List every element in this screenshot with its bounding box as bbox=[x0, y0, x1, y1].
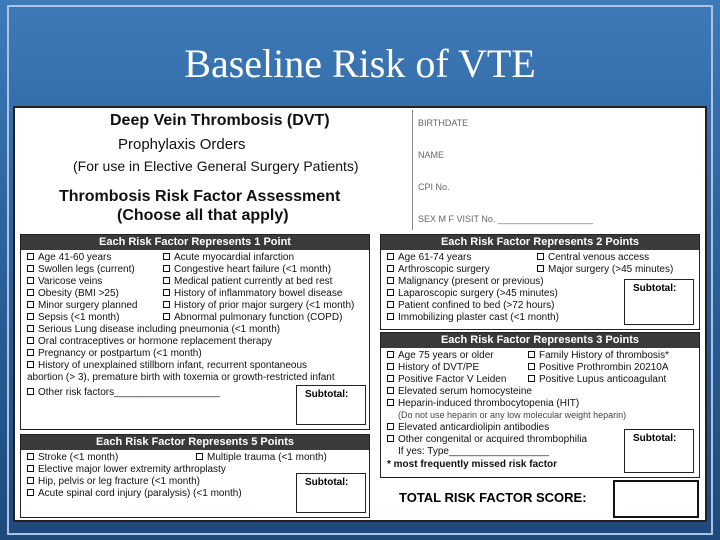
checkbox[interactable] bbox=[163, 277, 170, 284]
risk-item[interactable]: Pregnancy or postpartum (<1 month) bbox=[27, 348, 202, 359]
risk-item[interactable]: Other congenital or acquired thrombophilia bbox=[387, 434, 587, 445]
subtotal-label: Subtotal: bbox=[305, 389, 349, 400]
three-point-header: Each Risk Factor Represents 3 Points bbox=[381, 333, 699, 348]
total-score-box[interactable] bbox=[613, 480, 699, 518]
risk-item[interactable]: Age 61-74 years bbox=[387, 252, 471, 263]
risk-item[interactable]: Positive Prothrombin 20210A bbox=[528, 362, 669, 373]
risk-item[interactable]: Hip, pelvis or leg fracture (<1 month) bbox=[27, 476, 200, 487]
hit-note: (Do not use heparin or any low molecular weight heparin) bbox=[398, 410, 627, 420]
dvt-form bbox=[13, 106, 707, 522]
assessment-subtitle: (Choose all that apply) bbox=[117, 207, 289, 224]
checkbox[interactable] bbox=[27, 265, 34, 272]
slide-title: Baseline Risk of VTE bbox=[184, 41, 536, 86]
risk-item[interactable]: Major surgery (>45 minutes) bbox=[537, 264, 673, 275]
name-label: NAME bbox=[418, 150, 445, 160]
checkbox[interactable] bbox=[163, 265, 170, 272]
checkbox[interactable] bbox=[528, 351, 535, 358]
risk-item[interactable]: Swollen legs (current) bbox=[27, 264, 135, 275]
sex-visit-label: SEX M F VISIT No. ___________________ bbox=[418, 214, 593, 224]
checkbox[interactable] bbox=[387, 375, 394, 382]
risk-item[interactable]: Positive Lupus anticoagulant bbox=[528, 374, 666, 385]
checkbox[interactable] bbox=[387, 301, 394, 308]
two-point-section bbox=[380, 234, 700, 330]
risk-item[interactable]: Sepsis (<1 month) bbox=[27, 312, 119, 323]
checkbox[interactable] bbox=[387, 289, 394, 296]
checkbox[interactable] bbox=[163, 313, 170, 320]
checkbox[interactable] bbox=[387, 265, 394, 272]
checkbox[interactable] bbox=[387, 253, 394, 260]
risk-item[interactable]: Obesity (BMI >25) bbox=[27, 288, 119, 299]
risk-item[interactable]: Malignancy (present or previous) bbox=[387, 276, 544, 287]
risk-item[interactable]: Arthroscopic surgery bbox=[387, 264, 490, 275]
patient-id-box bbox=[412, 110, 703, 230]
risk-item[interactable]: Positive Factor V Leiden bbox=[387, 374, 506, 385]
risk-item[interactable]: Serious Lung disease including pneumonia (<1 month) bbox=[27, 324, 280, 335]
two-point-header: Each Risk Factor Represents 2 Points bbox=[381, 235, 699, 250]
risk-item[interactable]: Elevated serum homocysteine bbox=[387, 386, 532, 397]
checkbox[interactable] bbox=[27, 388, 34, 395]
risk-item[interactable]: Patient confined to bed (>72 hours) bbox=[387, 300, 555, 311]
risk-item[interactable]: History of prior major surgery (<1 month) bbox=[163, 300, 354, 311]
checkbox[interactable] bbox=[387, 363, 394, 370]
checkbox[interactable] bbox=[27, 253, 34, 260]
risk-item[interactable]: Congestive heart failure (<1 month) bbox=[163, 264, 331, 275]
two-point-subtotal-box[interactable] bbox=[624, 279, 694, 325]
checkbox[interactable] bbox=[27, 489, 34, 496]
three-point-section bbox=[380, 332, 700, 478]
risk-item[interactable]: History of DVT/PE bbox=[387, 362, 479, 373]
subtotal-label: Subtotal: bbox=[633, 283, 677, 294]
five-point-header: Each Risk Factor Represents 5 Points bbox=[21, 435, 369, 450]
one-point-header: Each Risk Factor Represents 1 Point bbox=[21, 235, 369, 250]
assessment-title: Thrombosis Risk Factor Assessment bbox=[59, 188, 341, 205]
checkbox[interactable] bbox=[528, 363, 535, 370]
checkbox[interactable] bbox=[163, 253, 170, 260]
cpi-label: CPI No. bbox=[418, 182, 450, 192]
checkbox[interactable] bbox=[196, 453, 203, 460]
one-point-section bbox=[20, 234, 370, 430]
one-point-subtotal-box[interactable] bbox=[296, 385, 366, 425]
birthdate-label: BIRTHDATE bbox=[418, 118, 469, 128]
risk-item[interactable]: Acute spinal cord injury (paralysis) (<1 month) bbox=[27, 488, 242, 499]
five-point-subtotal-box[interactable] bbox=[296, 473, 366, 513]
checkbox[interactable] bbox=[163, 289, 170, 296]
risk-item[interactable]: Varicose veins bbox=[27, 276, 102, 287]
subtotal-label: Subtotal: bbox=[305, 477, 349, 488]
checkbox[interactable] bbox=[27, 289, 34, 296]
checkbox[interactable] bbox=[27, 465, 34, 472]
risk-item[interactable]: Elevated anticardiolipin antibodies bbox=[387, 422, 549, 433]
checkbox[interactable] bbox=[27, 325, 34, 332]
checkbox[interactable] bbox=[387, 313, 394, 320]
risk-item[interactable]: Age 75 years or older bbox=[387, 350, 494, 361]
footnote: * most frequently missed risk factor bbox=[387, 459, 558, 470]
checkbox[interactable] bbox=[27, 337, 34, 344]
checkbox[interactable] bbox=[387, 435, 394, 442]
risk-item[interactable]: History of unexplained stillborn infant, recurrent spontaneous bbox=[27, 360, 307, 371]
form-subtitle: Prophylaxis Orders bbox=[118, 136, 246, 153]
checkbox[interactable] bbox=[528, 375, 535, 382]
risk-item[interactable]: Medical patient currently at bed rest bbox=[163, 276, 332, 287]
checkbox[interactable] bbox=[27, 361, 34, 368]
checkbox[interactable] bbox=[27, 313, 34, 320]
risk-item-continued: abortion (> 3), premature birth with toxemia or growth-restricted infant bbox=[27, 372, 335, 383]
risk-item[interactable]: Minor surgery planned bbox=[27, 300, 138, 311]
total-score-label: TOTAL RISK FACTOR SCORE: bbox=[399, 490, 587, 505]
if-yes-type-field[interactable]: If yes: Type__________________ bbox=[398, 446, 550, 457]
five-point-section bbox=[20, 434, 370, 518]
checkbox[interactable] bbox=[27, 453, 34, 460]
subtotal-label: Subtotal: bbox=[633, 433, 677, 444]
checkbox[interactable] bbox=[27, 349, 34, 356]
checkbox[interactable] bbox=[27, 277, 34, 284]
checkbox[interactable] bbox=[163, 301, 170, 308]
risk-item[interactable]: Stroke (<1 month) bbox=[27, 452, 118, 463]
risk-item[interactable]: Age 41-60 years bbox=[27, 252, 111, 263]
risk-item[interactable]: Central venous access bbox=[537, 252, 649, 263]
checkbox[interactable] bbox=[537, 253, 544, 260]
checkbox[interactable] bbox=[27, 301, 34, 308]
risk-item[interactable]: Oral contraceptives or hormone replacement therapy bbox=[27, 336, 272, 347]
checkbox[interactable] bbox=[387, 351, 394, 358]
checkbox[interactable] bbox=[387, 423, 394, 430]
three-point-subtotal-box[interactable] bbox=[624, 429, 694, 473]
checkbox[interactable] bbox=[387, 399, 394, 406]
risk-item[interactable]: History of inflammatory bowel disease bbox=[163, 288, 342, 299]
risk-item-other[interactable]: Other risk factors___________________ bbox=[27, 387, 220, 398]
checkbox[interactable] bbox=[387, 277, 394, 284]
risk-item[interactable]: Abnormal pulmonary function (COPD) bbox=[163, 312, 342, 323]
checkbox[interactable] bbox=[537, 265, 544, 272]
risk-item[interactable]: Acute myocardial infarction bbox=[163, 252, 294, 263]
checkbox[interactable] bbox=[387, 387, 394, 394]
risk-item[interactable]: Multiple trauma (<1 month) bbox=[196, 452, 327, 463]
form-title: Deep Vein Thrombosis (DVT) bbox=[110, 112, 330, 129]
risk-item[interactable]: Immobilizing plaster cast (<1 month) bbox=[387, 312, 559, 323]
risk-item[interactable]: Laparoscopic surgery (>45 minutes) bbox=[387, 288, 558, 299]
risk-item[interactable]: Elective major lower extremity arthroplasty bbox=[27, 464, 226, 475]
risk-item[interactable]: Family History of thrombosis* bbox=[528, 350, 669, 361]
checkbox[interactable] bbox=[27, 477, 34, 484]
form-scope: (For use in Elective General Surgery Patients) bbox=[73, 158, 359, 174]
risk-item[interactable]: Heparin-induced thrombocytopenia (HIT) bbox=[387, 398, 579, 409]
